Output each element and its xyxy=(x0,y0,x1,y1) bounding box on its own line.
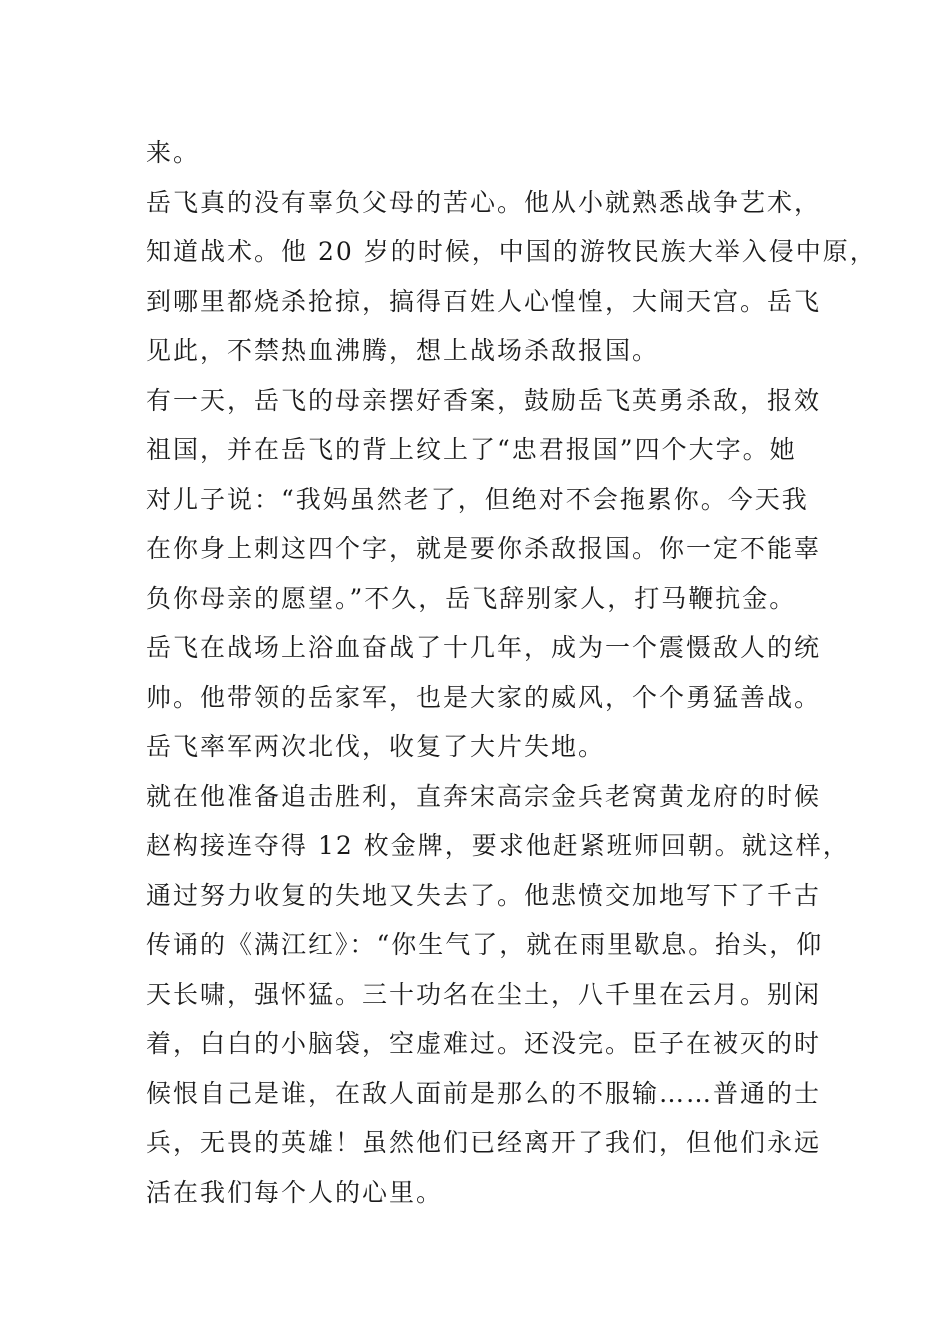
text-line: 对儿子说：“我妈虽然老了，但绝对不会拖累你。今天我 xyxy=(146,484,809,514)
text-line: 到哪里都烧杀抢掠，搞得百姓人心惶惶，大闹天宫。岳飞 xyxy=(146,286,822,316)
text-line: 有一天，岳飞的母亲摆好香案，鼓励岳飞英勇杀敌，报效 xyxy=(146,385,822,415)
text-line: 赵构接连夺得 12 枚金牌，要求他赶紧班师回朝。就这样， xyxy=(146,831,850,860)
text-line: 候恨自己是谁，在敌人面前是那么的不服输……普通的士 xyxy=(146,1078,822,1108)
text-line: 着，白白的小脑袋，空虚难过。还没完。臣子在被灭的时 xyxy=(146,1029,822,1058)
text-line: 知道战术。他 20 岁的时候，中国的游牧民族大举入侵中原， xyxy=(146,237,877,266)
text-line: 岳飞在战场上浴血奋战了十几年，成为一个震慑敌人的统 xyxy=(146,633,822,662)
text-line: 负你母亲的愿望。”不久，岳飞辞别家人，打马鞭抗金。 xyxy=(146,583,797,613)
text-line: 岳飞真的没有辜负父母的苦心。他从小就熟悉战争艺术， xyxy=(146,187,822,217)
text-line: 来。 xyxy=(146,138,201,167)
text-line: 见此，不禁热血沸腾，想上战场杀敌报国。 xyxy=(146,336,660,365)
text-line: 祖国，并在岳飞的背上纹上了“忠君报国”四个大字。她 xyxy=(146,435,797,464)
text-line: 兵，无畏的英雄！虽然他们已经离开了我们，但他们永远 xyxy=(146,1128,822,1157)
text-line: 传诵的《满江红》：“你生气了，就在雨里歇息。抬头，仰 xyxy=(146,930,824,959)
text-line: 岳飞率军两次北伐，收复了大片失地。 xyxy=(146,732,606,761)
text-line: 天长啸，强怀猛。三十功名在尘土，八千里在云月。别闲 xyxy=(146,979,822,1009)
text-line: 在你身上刺这四个字，就是要你杀敌报国。你一定不能辜 xyxy=(146,534,822,563)
document-body xyxy=(146,128,877,1217)
text-line: 帅。他带领的岳家军，也是大家的威风，个个勇猛善战。 xyxy=(146,682,822,712)
text-line: 通过努力收复的失地又失去了。他悲愤交加地写下了千古 xyxy=(146,880,822,910)
text-line: 就在他准备追击胜利，直奔宋高宗金兵老窝黄龙府的时候 xyxy=(146,781,822,811)
text-line: 活在我们每个人的心里。 xyxy=(146,1177,444,1207)
